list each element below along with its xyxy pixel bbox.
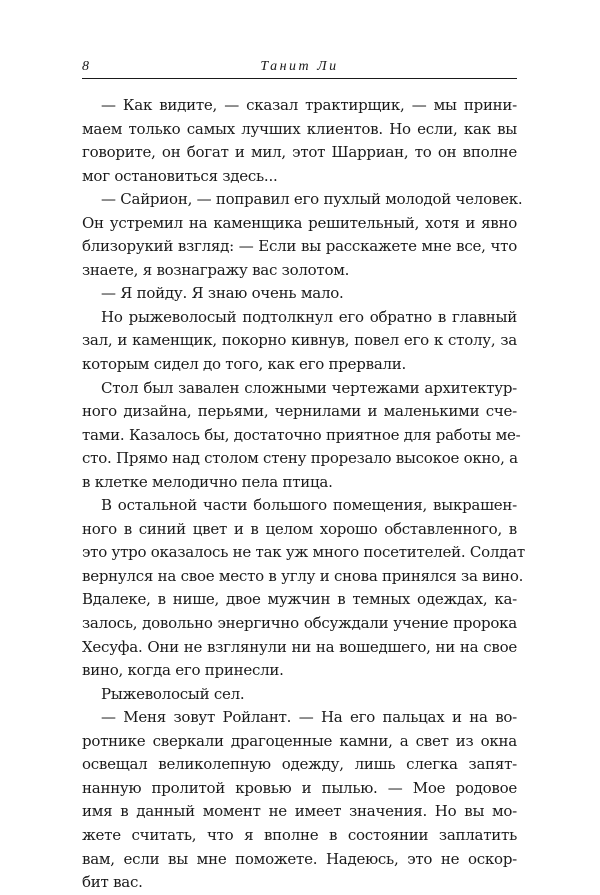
text-line: которым сидел до того, как его прервали. bbox=[82, 355, 407, 374]
paragraph bbox=[82, 188, 523, 282]
text-line: знаете, я вознагражу вас золотом. bbox=[82, 260, 350, 279]
text-line: В остальной части большого помещения, выкрашен- bbox=[101, 496, 517, 515]
text-line: в клетке мелодично пела птица. bbox=[82, 472, 333, 491]
body-text bbox=[82, 94, 525, 895]
paragraph bbox=[82, 683, 517, 707]
paragraph bbox=[82, 377, 521, 495]
text-line: ного дизайна, перьями, чернилами и маленькими сче- bbox=[82, 402, 517, 421]
text-line: — Как видите, — сказал трактирщик, — мы прини- bbox=[101, 96, 517, 114]
text-line: мог остановиться здесь... bbox=[82, 166, 278, 185]
paragraph bbox=[82, 706, 517, 894]
text-line: говорите, он богат и мил, этот Шарриан, то он вполне bbox=[82, 143, 517, 162]
page-header bbox=[82, 52, 517, 79]
text-line: — Сайрион, — поправил его пухлый молодой человек. bbox=[101, 190, 523, 209]
paragraph bbox=[82, 282, 517, 306]
text-line: — Меня зовут Ройлант. — На его пальцах и на во- bbox=[101, 708, 517, 727]
paragraph bbox=[82, 94, 517, 188]
running-head-author: Танит Ли bbox=[260, 59, 339, 74]
text-line: ротнике сверкали драгоценные камни, а свет из окна bbox=[82, 731, 517, 750]
paragraph bbox=[82, 494, 525, 682]
text-line: Но рыжеволосый подтолкнул его обратно в главный bbox=[101, 307, 517, 326]
paragraph bbox=[82, 306, 517, 377]
text-line: Стол был завален сложными чертежами архитектур- bbox=[101, 378, 517, 397]
text-line: вам, если вы мне поможете. Надеюсь, это не оскор- bbox=[82, 849, 517, 868]
text-line: Хесуфа. Они не взглянули ни на вошедшего, ни на свое bbox=[82, 637, 517, 656]
text-line: тами. Казалось бы, достаточно приятное для работы ме- bbox=[82, 425, 521, 444]
text-line: освещал великолепную одежду, лишь слегка запят- bbox=[82, 755, 517, 774]
text-line: Рыжеволосый сел. bbox=[101, 684, 245, 703]
page-number: 8 bbox=[82, 59, 89, 74]
text-line: ного в синий цвет и в целом хорошо обставленного, в bbox=[82, 519, 517, 538]
text-line: Вдалеке, в нише, двое мужчин в темных одеждах, ка- bbox=[82, 590, 517, 609]
text-line: залось, довольно энергично обсуждали учение пророка bbox=[82, 614, 517, 633]
text-line: вернулся на свое место в углу и снова принялся за вино. bbox=[82, 566, 524, 585]
text-line: это утро оказалось не так уж много посетителей. Солдат bbox=[82, 543, 525, 562]
text-line: маем только самых лучших клиентов. Но если, как вы bbox=[82, 119, 517, 138]
text-line: — Я пойду. Я знаю очень мало. bbox=[101, 284, 344, 303]
text-line: имя в данный момент не имеет значения. Но вы мо- bbox=[82, 802, 517, 821]
text-line: жете считать, что я вполне в состоянии заплатить bbox=[82, 825, 517, 844]
text-line: сто. Прямо над столом стену прорезало высокое окно, а bbox=[82, 449, 518, 468]
text-line: вино, когда его принесли. bbox=[82, 661, 284, 680]
book-page bbox=[82, 52, 525, 895]
text-line: близорукий взгляд: — Если вы расскажете мне все, что bbox=[82, 237, 517, 256]
text-line: бит вас. bbox=[82, 873, 143, 892]
text-line: Он устремил на каменщика решительный, хотя и явно bbox=[82, 213, 517, 232]
text-line: зал, и каменщик, покорно кивнув, повел его к столу, за bbox=[82, 331, 517, 350]
text-line: нанную пролитой кровью и пылью. — Мое родовое bbox=[82, 778, 517, 797]
